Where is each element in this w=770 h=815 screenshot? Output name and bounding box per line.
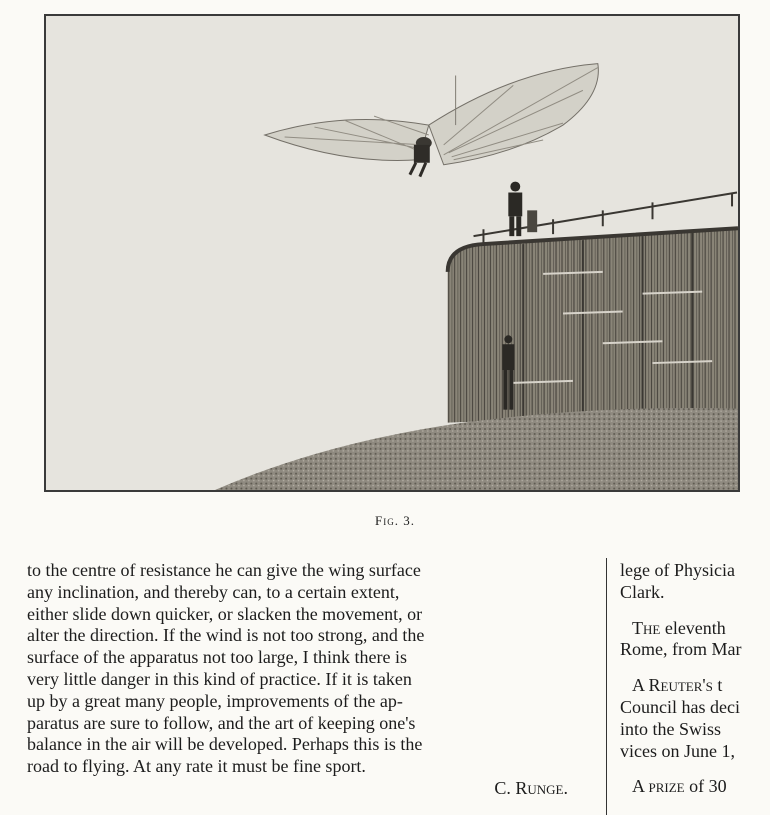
text-line: very little danger in this kind of practice. If it is taken (27, 668, 412, 689)
author-signature: C. Runge. (494, 777, 568, 798)
text-line: surface of the apparatus not too large, I think there is (27, 647, 408, 668)
right-paragraph (620, 675, 770, 762)
text-lead: The (632, 617, 661, 638)
right-column-text (620, 560, 770, 812)
text-line: to the centre of resistance he can give the wing surface (27, 560, 421, 580)
text-lead: A prize (632, 776, 685, 797)
text-line: eleventh (660, 617, 726, 638)
text-line: Clark. (620, 581, 665, 602)
text-line: into the Swiss (620, 718, 722, 739)
text-line: lege of Physicia (620, 560, 735, 580)
right-paragraph (620, 560, 770, 604)
text-line: paratus are sure to follow, and the art of keeping one's (27, 712, 416, 733)
text-line: road to flying. At any rate it must be fine sport. (27, 756, 366, 777)
text-lead: A Reuter's (632, 675, 713, 696)
text-line: alter the direction. If the wind is not too strong, and the (27, 625, 425, 646)
right-paragraph (620, 618, 770, 662)
text-line: any inclination, and thereby can, to a certain extent, (27, 581, 400, 602)
text-line: vices on June 1, (620, 740, 735, 761)
column-divider (606, 558, 607, 815)
text-line: of 30 (684, 776, 727, 797)
article-text (27, 560, 592, 800)
figure-caption: Fig. 3. (375, 513, 415, 528)
glider-photograph (44, 14, 740, 492)
text-line: Council has deci (620, 696, 740, 717)
text-line: either slide down quicker, or slacken the movement, or (27, 603, 423, 624)
text-line: balance in the air will be developed. Perhaps this is the (27, 734, 423, 755)
right-paragraph (620, 776, 770, 798)
text-line: up by a great many people, improvements of the ap- (27, 690, 403, 711)
text-line: t (712, 675, 723, 696)
text-line: Rome, from Mar (620, 639, 742, 660)
